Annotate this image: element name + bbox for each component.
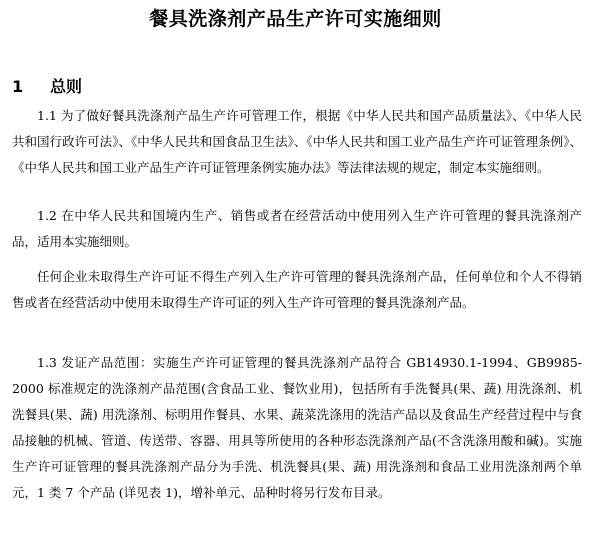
paragraph-1-2: 1.2 在中华人民共和国境内生产、销售或者在经营活动中使用列入生产许可管理的餐具洗涤剂产品，适用本实施细则。 — [12, 208, 582, 249]
paragraph-1-3: 1.3 发证产品范围：实施生产许可证管理的餐具洗涤剂产品符合 GB14930.1-1994、GB9985-2000 标准规定的洗涤剂产品范围(含食品工业、餐饮业用)，包括所有手洗餐具(果、蔬) 用洗涤剂、机洗餐具(果、蔬) 用洗涤剂、标明用作餐具、水果、蔬菜洗涤用的洗洁产品以及食品生产经营过程中与食品接触的机械、管道、传送带、容器、用具等所使用的各种形态洗涤剂产品(不含洗涤用酸和碱)。实施生产许可证管理的餐具洗涤剂产品分为手洗、机洗餐具(果、蔬) 用洗涤剂和食品工业用洗涤剂两个单元，1 类 7 个产品 (详见表 1)，增补单元、品种时将另行发布目录。 — [12, 355, 582, 500]
document-title: 餐具洗涤剂产品生产许可实施细则 — [149, 8, 442, 30]
section-heading — [12, 75, 82, 99]
paragraph-prohibition: 任何企业未取得生产许可证不得生产列入生产许可管理的餐具洗涤剂产品，任何单位和个人不得销售或者在经营活动中使用未取得生产许可证的列入生产许可管理的餐具洗涤剂产品。 — [12, 269, 582, 310]
paragraph-1-1: 1.1 为了做好餐具洗涤剂产品生产许可管理工作，根据《中华人民共和国产品质量法》、《中华人民共和国行政许可法》、《中华人民共和国食品卫生法》、《中华人民共和国工业产品生产许可证管理条例》、《中华人民共和国工业产品生产许可证管理条例实施办法》等法律法规的规定，制定本实施细则。 — [12, 108, 582, 175]
section-number: 1 — [12, 77, 24, 96]
section-title: 总则 — [50, 77, 83, 96]
